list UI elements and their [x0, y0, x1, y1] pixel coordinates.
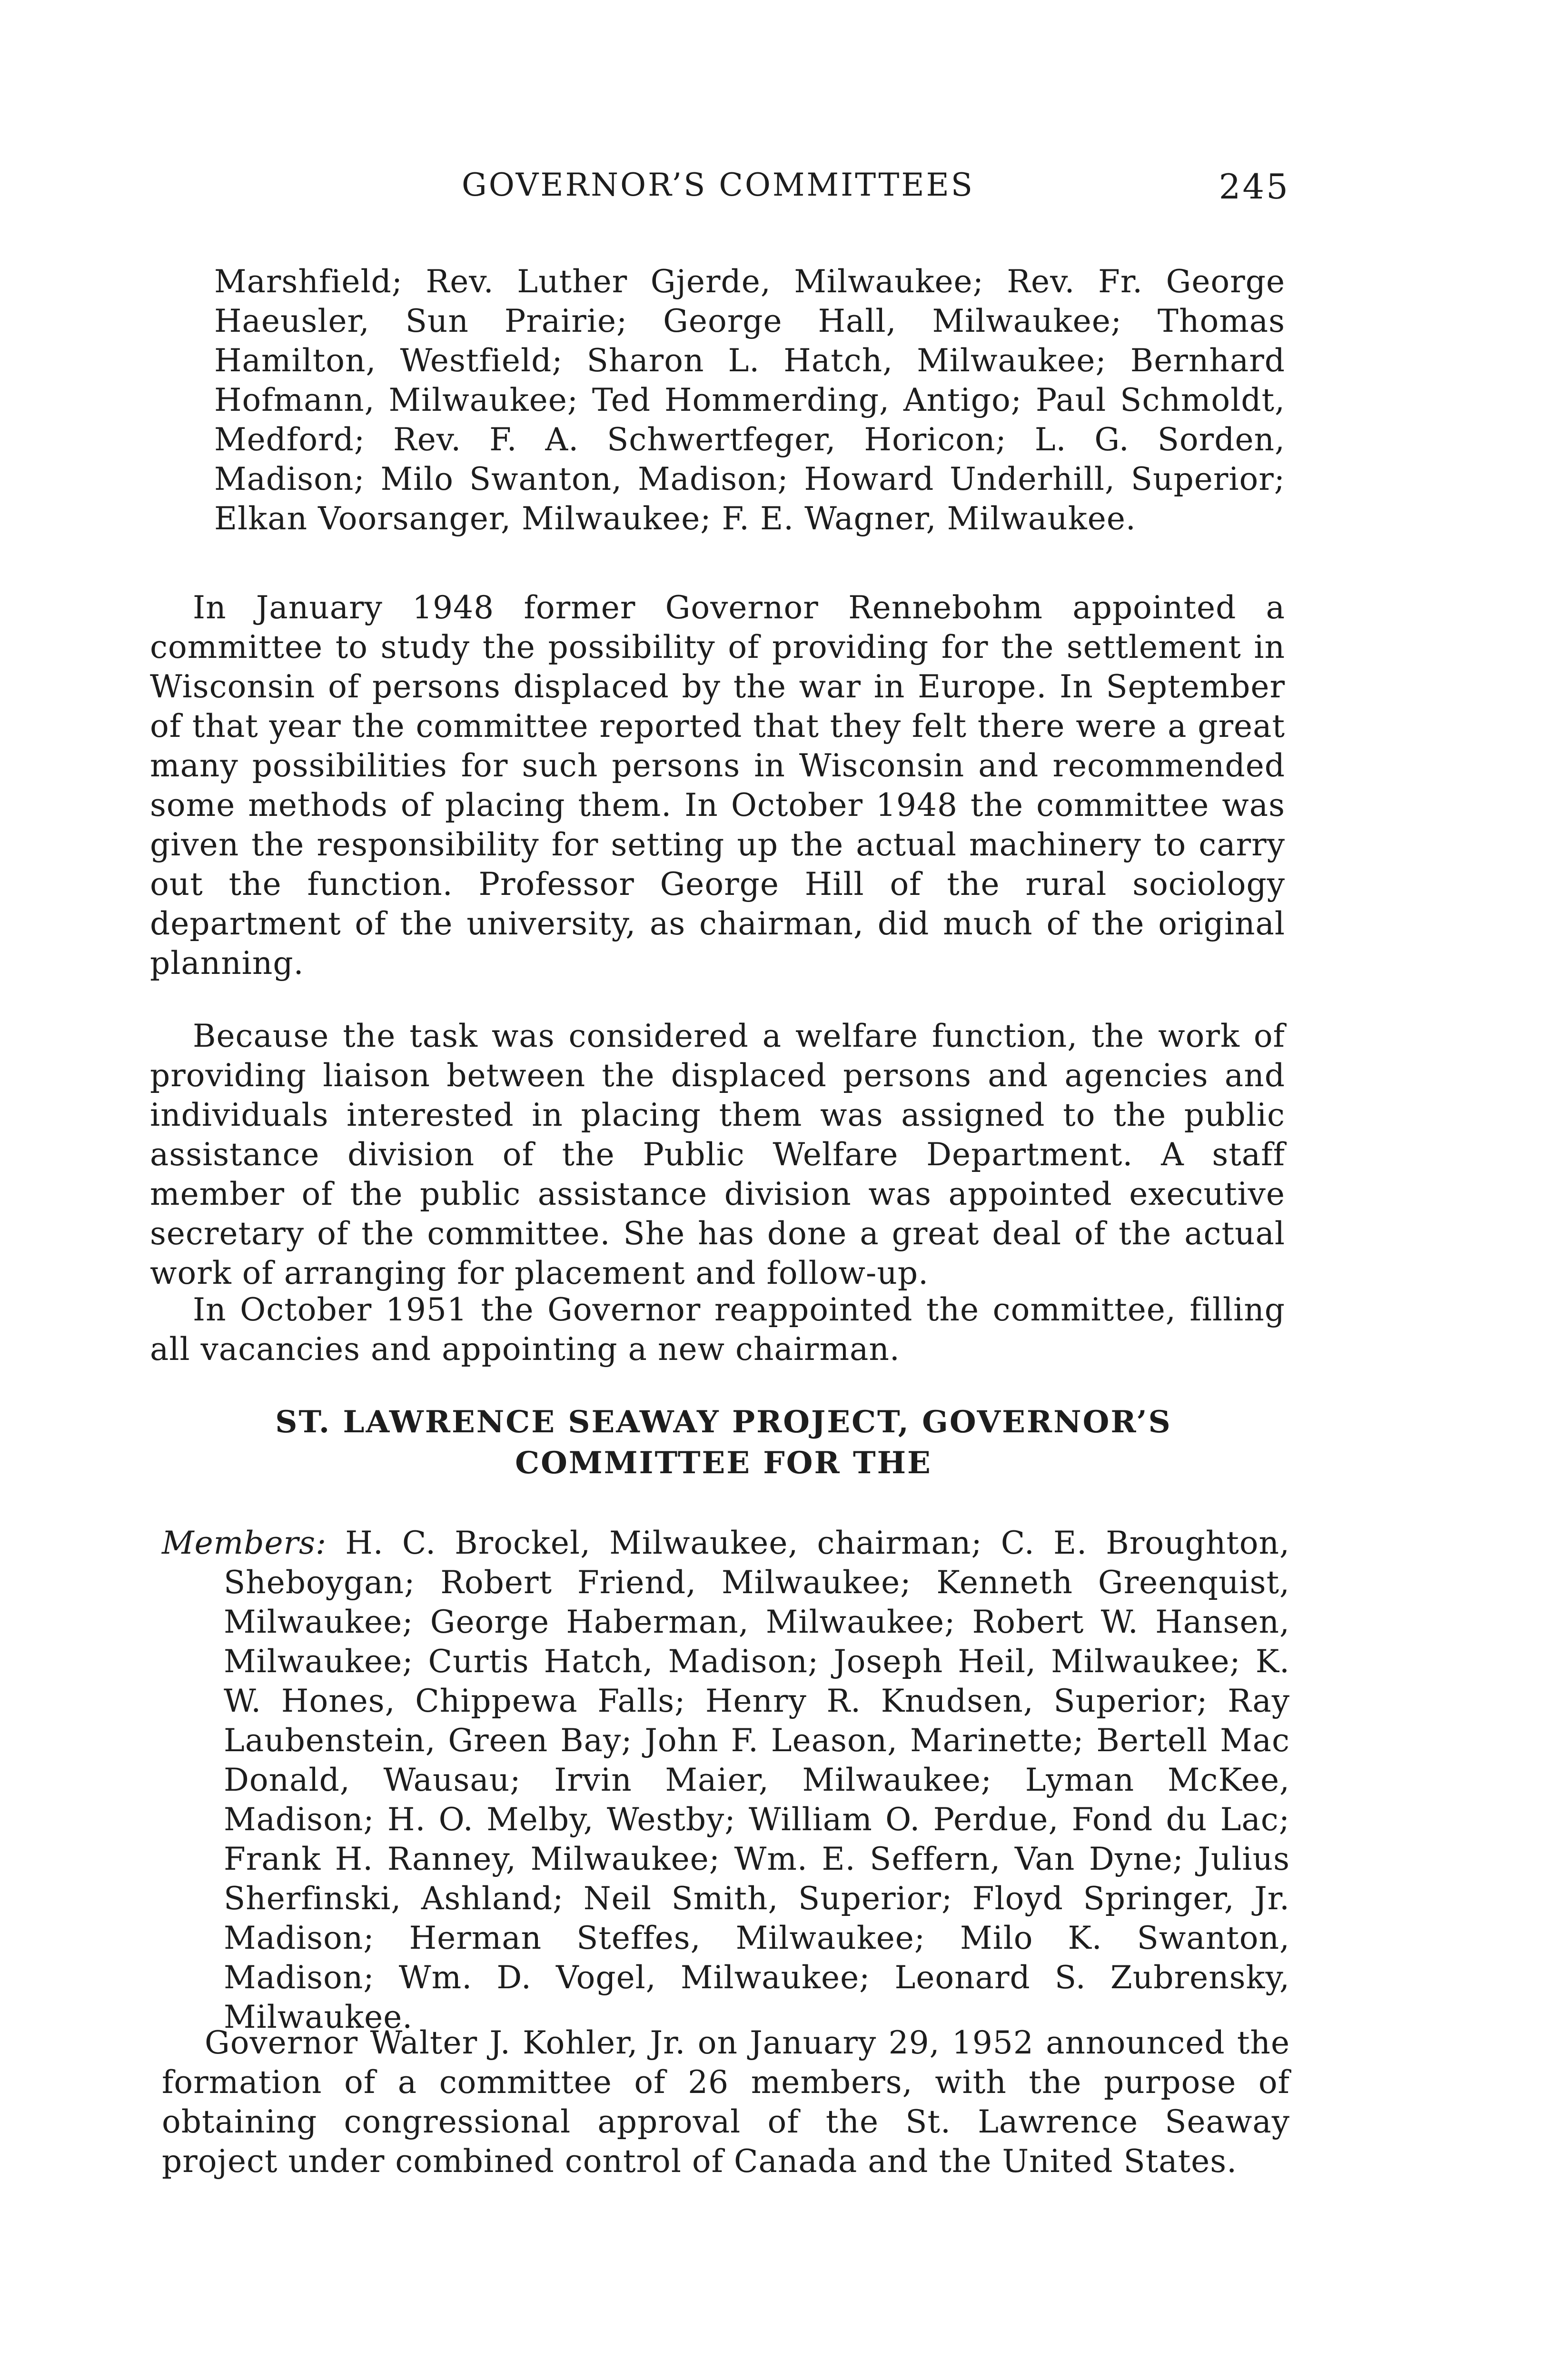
- running-head: [148, 167, 1290, 209]
- page-number: 245: [1219, 167, 1290, 207]
- seaway-member-list: [162, 1523, 1290, 2037]
- paragraph-seaway-committee: Governor Walter J. Kohler, Jr. on January 29, 1952 announced the formation of a committee of 26 members, with the purpose of obtaining congressional approval of the St. Lawrence Seaway project under combined control of Canada and the United States.: [162, 2024, 1290, 2180]
- members-label: Members:: [162, 1525, 327, 1561]
- paragraph-reappointment: In October 1951 the Governor reappointed the committee, filling all vacancies and appointing a new chairman.: [150, 1291, 1285, 1368]
- paragraph-welfare-function: Because the task was considered a welfare function, the work of providing liaison between the displaced persons and agencies and individuals interested in placing them was assigned to the public assistance division of the Public Welfare Department. A staff member of the public assistance division was appointed executive secretary of the committee. She has done a great deal of the actual work of arranging for placement and follow-up.: [150, 1018, 1285, 1291]
- section-heading-line-2: COMMITTEE FOR THE: [515, 1445, 932, 1481]
- paragraph-displaced-persons-history: In January 1948 former Governor Rennebohm appointed a committee to study the possibility of providing for the settlement in Wisconsin of persons displaced by the war in Europe. In September of that year the committee reported that they felt there were a great many possibilities for such persons in Wisconsin and recommended some methods of placing them. In October 1948 the committee was given the responsibility for setting up the actual machinery to carry out the function. Professor George Hill of the rural sociology department of the university, as chairman, did much of the original planning.: [150, 589, 1285, 982]
- running-head-title: GOVERNOR’S COMMITTEES: [462, 167, 974, 203]
- members-names: H. C. Brockel, Milwaukee, chairman; C. E. Broughton, Sheboygan; Robert Friend, Milwaukee; Kenneth Greenquist, Milwaukee; George Haberman, Milwaukee; Robert W. Hansen, Milwaukee; Curtis Hatch, Madison; Joseph Heil, Milwaukee; K. W. Hones, Chippewa Falls; Henry R. Knudsen, Superior; Ray Laubenstein, Green Bay; John F. Leason, Marinette; Bertell Mac Donald, Wausau; Irvin Maier, Milwaukee; Lyman McKee, Madison; H. O. Melby, Westby; William O. Perdue, Fond du Lac; Frank H. Ranney, Milwaukee; Wm. E. Seffern, Van Dyne; Julius Sherfinski, Ashland; Neil Smith, Superior; Floyd Springer, Jr. Madison; Herman Steffes, Milwaukee; Milo K. Swanton, Madison; Wm. D. Vogel, Milwaukee; Leonard S. Zubrensky, Milwaukee.: [224, 1525, 1290, 2035]
- section-heading-line-1: ST. LAWRENCE SEAWAY PROJECT, GOVERNOR’S: [275, 1404, 1172, 1440]
- section-heading: [200, 1402, 1247, 1484]
- continued-member-list: Marshfield; Rev. Luther Gjerde, Milwaukee; Rev. Fr. George Haeusler, Sun Prairie; George Hall, Milwaukee; Thomas Hamilton, Westfield; Sharon L. Hatch, Milwaukee; Bernhard Hofmann, Milwaukee; Ted Hommerding, Antigo; Paul Schmoldt, Medford; Rev. F. A. Schwertfeger, Horicon; L. G. Sorden, Madison; Milo Swanton, Madison; Howard Underhill, Superior; Elkan Voorsanger, Milwaukee; F. E. Wagner, Milwaukee.: [214, 263, 1285, 537]
